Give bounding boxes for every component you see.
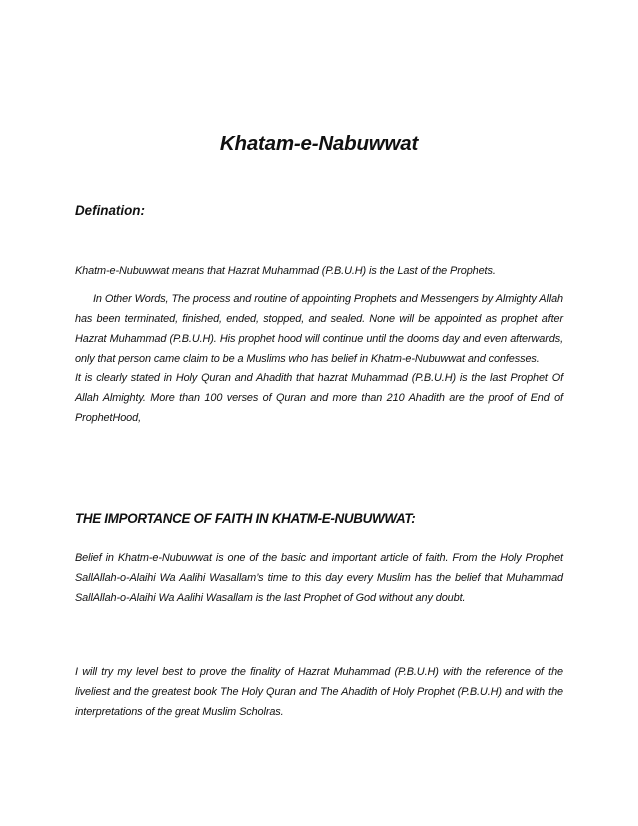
page-title: Khatam-e-Nabuwwat (219, 132, 419, 155)
definition-line: Khatm-e-Nubuwwat means that Hazrat Muhammad (P.B.U.H) is the Last of the Prophets. (75, 265, 496, 277)
definition-heading: Defination: (75, 203, 145, 218)
closing-paragraph: I will try my level best to prove the finality of Hazrat Muhammad (P.B.U.H) with the reference of the liveliest and the greatest book The Holy Quran and The Ahadith of Holy Prophet (P.B.U.H) and with the interpretations of the great Muslim Scholras. (75, 666, 563, 718)
importance-paragraph: Belief in Khatm-e-Nubuwwat is one of the basic and important article of faith. From the Holy Prophet SallAllah-o-Alaihi Wa Aalihi Wasallam’s time to this day every Muslim has the belief that Muhammad SallAllah-o-Alaihi Wa Aalihi Wasallam is the last Prophet of God without any doubt. (75, 552, 563, 604)
importance-heading: THE IMPORTANCE OF FAITH IN KHATM-E-NUBUWWAT: (75, 511, 416, 526)
other-words-paragraph: In Other Words, The process and routine of appointing Prophets and Messengers by Almighty Allah has been terminated, finished, ended, stopped, and sealed. None will be appointed as prophet after Hazrat Muhammad (P.B.U.H). His prophet hood will continue until the dooms day and even afterwards, only that person came claim to be a Muslims who has belief in Khatm-e-Nubuwwat and confesses. (75, 293, 563, 365)
quran-paragraph: It is clearly stated in Holy Quran and Ahadith that hazrat Muhammad (P.B.U.H) is the last Prophet Of Allah Almighty. More than 100 verses of Quran and more than 210 Ahadith are the proof of End of ProphetHood, (75, 372, 563, 424)
